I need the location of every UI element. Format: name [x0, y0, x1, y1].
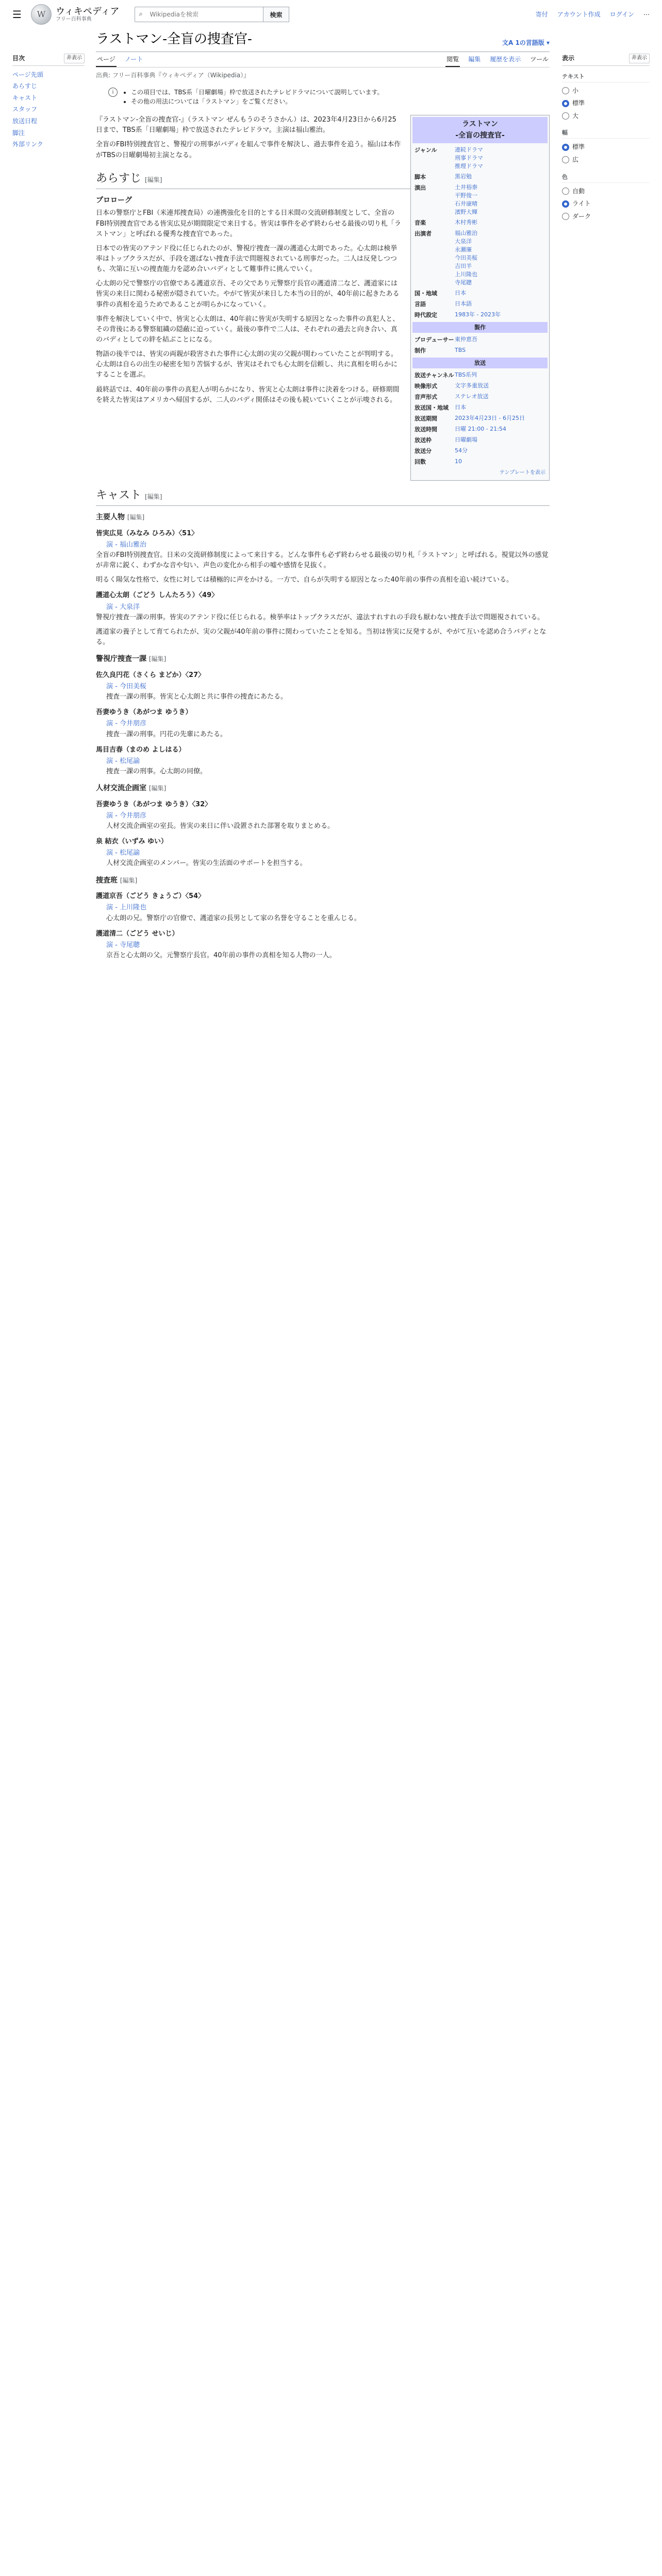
- lead-paragraph-1: 『ラストマン-全盲の捜査官-』（ラストマン ぜんもうのそうさかん）は、2023年4月23日から6月25日まで、TBS系「日曜劇場」枠で放送されたテレビドラマ。主演は福山雅治。: [96, 116, 396, 134]
- paragraph: 護道家の養子として育てられたが、実の父親が40年前の事件に関わっていたことを知る。当初は皆実に反発するが、やがて互いを認め合うバディとなる。: [96, 628, 547, 646]
- toc-item[interactable]: 脚注: [12, 129, 25, 137]
- actor-link[interactable]: 演 - 今田美桜: [106, 682, 146, 690]
- hatnote-line-1: • この項目では、TBS系「日曜劇場」枠で放送されたテレビドラマについて説明しています。: [131, 88, 384, 97]
- radio-label: ダーク: [572, 212, 591, 220]
- radio-option[interactable]: [562, 141, 650, 154]
- infobox-value-item[interactable]: 日本: [455, 404, 466, 411]
- infobox-value-item[interactable]: 刑事ドラマ: [455, 155, 483, 162]
- radio-option[interactable]: [562, 84, 650, 97]
- police-members: [96, 670, 550, 777]
- site-logo[interactable]: [31, 4, 119, 25]
- infobox-row: [412, 145, 548, 172]
- character-description: 心太朗の兄。警察庁の官僚で、護道家の長男として家の名誉を守ることを重んじる。: [106, 914, 361, 922]
- infobox-row: [412, 435, 548, 446]
- infobox-label: 放送枠: [415, 437, 432, 444]
- character-description: [96, 550, 550, 585]
- appearance-heading: 表示: [562, 55, 575, 62]
- edit-link[interactable]: [編集]: [120, 876, 138, 884]
- hatnote-line-2: • その他の用法については「ラストマン」をご覧ください。: [131, 97, 384, 107]
- section-heading-synopsis: あらすじ [編集]: [96, 170, 550, 189]
- actor-line: 演 - 福山雅治: [106, 540, 146, 549]
- create-account-link[interactable]: アカウント作成: [557, 10, 601, 18]
- character-name: 護道清二（ごどう せいじ）: [96, 929, 179, 938]
- character-description: [96, 613, 550, 648]
- tab-talk[interactable]: ノート: [124, 55, 143, 63]
- infobox-value-item[interactable]: 2023年4月23日 - 6月25日: [455, 415, 525, 422]
- toc-item[interactable]: 放送日程: [12, 117, 38, 125]
- tab-page[interactable]: ページ: [96, 53, 117, 67]
- infobox-value-item[interactable]: 土井裕泰: [455, 184, 477, 191]
- infobox-row: [412, 310, 548, 320]
- toc-item[interactable]: ページ先頭: [12, 71, 43, 78]
- article-body: [96, 115, 550, 961]
- infobox-value: [455, 346, 545, 355]
- infobox-value: [455, 229, 545, 287]
- radio-button[interactable]: [562, 144, 569, 151]
- infobox-row: [412, 228, 548, 288]
- infobox-row: [412, 370, 548, 381]
- site-title: ウィキペディア: [56, 6, 120, 17]
- infobox-label: 言語: [415, 300, 426, 308]
- infobox-row: [412, 217, 548, 228]
- infobox-label: 放送時間: [415, 426, 437, 433]
- infobox-value-item[interactable]: 54分: [455, 447, 468, 454]
- subheading-police: 警視庁捜査一課 [編集]: [96, 655, 167, 664]
- infobox-label: プロデューサー: [415, 336, 454, 343]
- paragraph: 警視庁捜査一課の刑事。皆実のアテンド役に任じられる。検挙率はトップクラスだが、違法すれすれの手段も厭わない捜査手法で問題視されている。: [96, 613, 544, 621]
- radio-label: 自動: [572, 187, 585, 195]
- radio-option[interactable]: [562, 97, 650, 110]
- lead-paragraph-2: 全盲のFBI特別捜査官と、警視庁の刑事がバディを組んで事件を解決し、過去事件を追う。福山は本作がTBSの日曜劇場初主演となる。: [96, 141, 401, 159]
- infobox-row: [412, 182, 548, 217]
- paragraph: 心太朗の兄で警察庁の官僚である護道京吾、その父であり元警察庁長官の護道清二など、護道家には皆実の来日に関わる秘密が隠されていた。やがて皆実が来日した本当の目的が、40年前に起きたある事件の真相を追うためであることが明らかになっていく。: [96, 280, 400, 309]
- infobox-value-item[interactable]: 平野俊一: [455, 192, 477, 199]
- character-name: 護道京吾（ごどう きょうご）〈54〉: [96, 892, 205, 901]
- infobox-value: [455, 183, 545, 216]
- infobox-broadcast-rows: [412, 370, 548, 467]
- infobox-value: [455, 335, 545, 344]
- paragraph: 最終話では、40年前の事件の真犯人が明らかになり、皆実と心太朗は事件に決着をつける。研修期間を終えた皆実はアメリカへ帰国するが、二人のバディ関係はその後も続いていくことが示唆される。: [96, 385, 400, 404]
- character-name-lead: 皆実広見（みなみ ひろみ）〈51〉: [96, 529, 198, 537]
- wikipedia-globe-icon: W: [31, 4, 52, 25]
- infobox-row: [412, 413, 548, 424]
- paragraph: 日本での皆実のアテンド役に任じられたのが、警視庁捜査一課の護道心太朗であった。心太朗は検挙率はトップクラスだが、手段を選ばない捜査手法で問題視されている刑事だった。二人は反発しつつも、次第に互いの捜査能力を認め合いバディとして難事件に挑んでいく。: [96, 244, 398, 274]
- site-tagline: フリー百科事典: [56, 16, 92, 23]
- radio-label: 大: [572, 112, 579, 120]
- infobox-value-item[interactable]: 上川隆也: [455, 270, 477, 278]
- infobox-label: 音声形式: [415, 394, 437, 401]
- infobox-value-item[interactable]: ステレオ放送: [455, 393, 489, 400]
- toc-list: [12, 69, 85, 150]
- infobox-value-item[interactable]: 日本: [455, 289, 466, 296]
- namespace-tabs: [96, 53, 144, 67]
- radio-button[interactable]: [562, 100, 569, 107]
- infobox-row: [412, 334, 548, 345]
- radio-option[interactable]: [562, 185, 650, 198]
- infobox-value-item[interactable]: 木村秀彬: [455, 219, 477, 226]
- tab-read[interactable]: 閲覧: [445, 53, 460, 67]
- radio-label: 標準: [572, 143, 585, 151]
- infobox-section-production: 製作: [412, 322, 548, 333]
- search-form: [135, 7, 289, 22]
- infobox: [410, 115, 550, 481]
- radio-button[interactable]: [562, 87, 569, 94]
- source-line: 出典: フリー百科事典『ウィキペディア（Wikipedia）』: [96, 72, 250, 79]
- toc-heading: 目次: [12, 55, 25, 62]
- infobox-row: [412, 381, 548, 392]
- actor-line: [106, 682, 550, 692]
- radio-option[interactable]: [562, 197, 650, 210]
- page-tabs: [96, 52, 550, 67]
- character-name: 吾妻ゆうき（あがつま ゆうき）: [96, 708, 192, 717]
- infobox-value-item[interactable]: 1983年 - 2023年: [455, 311, 501, 318]
- actor-link[interactable]: 演 - 上川隆也: [106, 904, 146, 912]
- infobox-value-item[interactable]: 吉田羊: [455, 262, 472, 269]
- width-options: [562, 141, 650, 166]
- infobox-label: 映像形式: [415, 383, 437, 390]
- infobox-value-item[interactable]: TBS: [455, 346, 466, 353]
- radio-button[interactable]: [562, 156, 569, 163]
- support-members: [96, 800, 550, 869]
- infobox-label: 放送チャンネル: [415, 372, 454, 379]
- infobox-row: [412, 446, 548, 456]
- paragraph: 事件を解決していく中で、皆実と心太朗は、40年前に皆実が失明する原因となった事件の真犯人と、その背後にある警察組織の隠蔽に迫っていく。最後の事件で二人は、それぞれの過去と向き合い、真のバディとしての絆を結ぶことになる。: [96, 315, 400, 344]
- toc-item[interactable]: 外部リンク: [12, 141, 43, 148]
- subheading-wrap: 捜査班 [編集]: [96, 876, 138, 885]
- language-icon: 文A: [502, 39, 516, 46]
- search-input[interactable]: [135, 7, 263, 22]
- infobox-section-broadcast: 放送: [412, 358, 548, 368]
- infobox-value-item[interactable]: 石井康晴: [455, 200, 477, 208]
- infobox-value-item[interactable]: 濱野大輝: [455, 209, 477, 216]
- radio-option[interactable]: [562, 110, 650, 123]
- radio-option[interactable]: [562, 154, 650, 166]
- edit-link[interactable]: [編集]: [148, 785, 167, 792]
- infobox-value-item[interactable]: 東仲恵吾: [455, 335, 477, 343]
- infobox-row: [412, 456, 548, 467]
- radio-button[interactable]: [562, 200, 569, 208]
- infobox-value-item[interactable]: 黒岩勉: [455, 173, 472, 180]
- infobox-value-item[interactable]: 日曜 21:00 - 21:54: [455, 426, 506, 433]
- language-button[interactable]: 文A 1の言語版 ▾: [502, 39, 550, 46]
- actor-line: [106, 903, 550, 913]
- section-heading-cast: キャスト [編集]: [96, 487, 550, 506]
- actor-link[interactable]: 演 - 松尾諭: [106, 757, 140, 765]
- actor-link[interactable]: 演 - 寺尾聰: [106, 941, 140, 949]
- login-link[interactable]: ログイン: [609, 10, 634, 18]
- infobox-label: 出演者: [415, 230, 432, 238]
- infobox-row: [412, 402, 548, 413]
- paragraph: 物語の後半では、皆実の両親が殺害された事件に心太朗の実の父親が関わっていたことが判明する。心太朗は自らの出生の秘密を知り苦悩するが、皆実はそれでも心太朗を信頼し、共に真相を明らかにすることを選ぶ。: [96, 350, 398, 379]
- character-name: 吾妻ゆうき（あがつま ゆうき）〈32〉: [96, 800, 212, 808]
- actor-line: [106, 719, 550, 729]
- infobox-row: [412, 172, 548, 182]
- infobox-value: [455, 371, 545, 380]
- infobox-value-item[interactable]: 連続ドラマ: [455, 146, 483, 154]
- search-icon: ⌕: [139, 10, 143, 18]
- character-name: 馬目吉春（まのめ よしはる）: [96, 745, 186, 754]
- infobox-production-rows: [412, 334, 548, 356]
- toc-item[interactable]: スタッフ: [12, 106, 38, 113]
- radio-button[interactable]: [562, 213, 569, 220]
- language-label: 1の言語版: [515, 39, 544, 46]
- infobox-value: [455, 414, 545, 423]
- infobox-row: [412, 299, 548, 310]
- wrap-members: [96, 891, 550, 961]
- infobox-label: 放送分: [415, 448, 432, 455]
- infobox-value-item[interactable]: 今田美桜: [455, 254, 477, 261]
- main-content: [96, 29, 550, 965]
- edit-link[interactable]: [編集]: [145, 493, 162, 500]
- infobox-value: [455, 436, 545, 445]
- title-row: [96, 29, 550, 52]
- subheading-support: 人材交流企画室 [編集]: [96, 784, 167, 793]
- actor-line: [106, 811, 550, 821]
- appearance-header: [562, 54, 650, 66]
- color-label: 色: [562, 173, 650, 183]
- actor-link[interactable]: 演 - 今井朋彦: [106, 811, 146, 820]
- paragraph: 全盲のFBI特別捜査官。日米の交流研修制度によって来日する。どんな事件も必ず終わらせる最後の切り札「ラストマン」と呼ばれる。視覚以外の感覚が非常に鋭く、わずかな音や匂い、声色の変化から相手の嘘や感情を見抜く。: [96, 551, 549, 570]
- radio-label: ライト: [572, 200, 591, 208]
- character-name: 泉 結衣（いずみ ゆい）: [96, 838, 168, 846]
- infobox-value-item[interactable]: 永瀬廉: [455, 246, 472, 253]
- infobox-value-item[interactable]: 寺尾聰: [455, 279, 472, 286]
- infobox-value-item[interactable]: 日本語: [455, 300, 472, 307]
- radio-label: 広: [572, 156, 579, 164]
- tab-history[interactable]: 履歴を表示: [490, 55, 521, 63]
- character-description: 捜査一課の刑事。円花の先輩にあたる。: [106, 730, 227, 738]
- infobox-value: [455, 425, 545, 434]
- actor-line: [106, 940, 550, 951]
- toc-item[interactable]: キャスト: [12, 94, 38, 101]
- infobox-value-item[interactable]: 福山雅治: [455, 230, 477, 237]
- appearance-hide-button[interactable]: 非表示: [629, 54, 650, 63]
- radio-label: 標準: [572, 99, 585, 107]
- infobox-row: [412, 288, 548, 299]
- infobox-value-item[interactable]: 文字多重放送: [455, 382, 489, 389]
- toc-header: [12, 54, 85, 66]
- character-name-second: 護道心太朗（ごどう しんたろう）〈49〉: [96, 591, 219, 600]
- infobox-title: ラストマン -全盲の捜査官-: [412, 117, 548, 143]
- toc-item[interactable]: あらすじ: [12, 82, 38, 90]
- text-size-options: [562, 84, 650, 123]
- infobox-label: 放送国・地域: [415, 404, 449, 412]
- actor-line: [106, 848, 550, 858]
- radio-button[interactable]: [562, 188, 569, 195]
- infobox-value: [455, 289, 545, 298]
- view-tabs: [445, 53, 550, 67]
- template-link[interactable]: テンプレートを表示: [499, 470, 545, 476]
- edit-link[interactable]: [編集]: [127, 514, 145, 521]
- infobox-label: 演出: [415, 184, 426, 192]
- infobox-value: [455, 457, 545, 466]
- character-name: 佐久良円花（さくら まどか）〈27〉: [96, 671, 205, 679]
- infobox-value-item[interactable]: TBS系列: [455, 371, 477, 378]
- infobox-value-item[interactable]: 推理ドラマ: [455, 163, 483, 170]
- infobox-row: [412, 392, 548, 402]
- actor-link[interactable]: 演 - 松尾諭: [106, 849, 140, 857]
- character-description: 京吾と心太朗の父。元警察庁長官。40年前の事件の真相を知る人物の一人。: [106, 951, 336, 959]
- tab-tools[interactable]: ツール: [530, 55, 549, 63]
- radio-button[interactable]: [562, 112, 569, 120]
- hatnote: [96, 84, 550, 110]
- character-description: 人材交流企画室の室長。皆実の来日に伴い設置された部署を取りまとめる。: [106, 822, 335, 831]
- infobox-value: [455, 403, 545, 412]
- edit-link[interactable]: [編集]: [148, 655, 167, 663]
- toc-sidebar: [12, 54, 85, 150]
- info-icon: i: [108, 88, 118, 97]
- search-button[interactable]: 検索: [263, 7, 289, 22]
- infobox-value: [455, 173, 545, 181]
- infobox-row: [412, 424, 548, 435]
- infobox-value: [455, 393, 545, 401]
- paragraph: 明るく陽気な性格で、女性に対しては積極的に声をかける。一方で、自らが失明する原因となった40年前の事件の真相を追い続けている。: [96, 576, 514, 584]
- color-options: [562, 185, 650, 223]
- infobox-label: 音楽: [415, 219, 426, 227]
- infobox-value: [455, 382, 545, 391]
- infobox-row: [412, 345, 548, 356]
- radio-label: 小: [572, 87, 579, 94]
- appearance-panel: [562, 54, 650, 223]
- infobox-label: ジャンル: [415, 147, 437, 154]
- infobox-label: 回数: [415, 459, 426, 466]
- subheading-prologue: プロローグ: [96, 196, 132, 205]
- infobox-label: 脚本: [415, 174, 426, 181]
- infobox-value: [455, 311, 545, 319]
- paragraph: 日本の警察庁とFBI（米連邦捜査局）の連携強化を目的とする日米間の交流研修制度として、全盲のFBI特別捜査官である皆実広見が期間限定で来日する。皆実は事件を必ず終わらせる最後の切り札「ラストマン」と呼ばれる優秀な捜査官であった。: [96, 209, 401, 238]
- infobox-value-item[interactable]: 大泉洋: [455, 238, 472, 245]
- edit-link[interactable]: [編集]: [145, 176, 162, 183]
- infobox-label: 時代設定: [415, 311, 437, 318]
- width-label: 幅: [562, 128, 650, 139]
- infobox-value: [455, 218, 545, 227]
- infobox-label: 制作: [415, 347, 426, 354]
- infobox-value: [455, 146, 545, 171]
- infobox-value-item[interactable]: 日曜劇場: [455, 436, 477, 444]
- site-header: [0, 0, 662, 29]
- infobox-value-item[interactable]: 10: [455, 458, 462, 465]
- infobox-label: 放送期間: [415, 415, 437, 422]
- user-links: [536, 10, 650, 20]
- tab-edit[interactable]: 編集: [468, 55, 481, 63]
- infobox-value: [455, 447, 545, 455]
- radio-option[interactable]: [562, 210, 650, 223]
- character-description: 人材交流企画室のメンバー。皆実の生活面のサポートを担当する。: [106, 859, 307, 868]
- actor-link[interactable]: 演 - 今井朋彦: [106, 720, 146, 728]
- character-description: 捜査一課の刑事。心太朗の同僚。: [106, 767, 207, 775]
- infobox-value: [455, 300, 545, 309]
- actor-line: 演 - 大泉洋: [106, 603, 140, 611]
- toc-hide-button[interactable]: 非表示: [64, 54, 85, 63]
- subheading-main-cast: 主要人物 [編集]: [96, 513, 145, 522]
- actor-line: [106, 756, 550, 767]
- menu-icon[interactable]: ☰: [12, 8, 22, 21]
- infobox-rows: [412, 145, 548, 320]
- text-size-label: テキスト: [562, 72, 650, 82]
- infobox-label: 国・地域: [415, 290, 437, 297]
- donate-link[interactable]: 寄付: [535, 10, 548, 18]
- more-icon[interactable]: ⋯: [643, 10, 650, 18]
- character-description: 捜査一課の刑事。皆実と心太朗と共に事件の捜査にあたる。: [106, 693, 288, 701]
- page-title: ラストマン-全盲の捜査官-: [96, 31, 252, 47]
